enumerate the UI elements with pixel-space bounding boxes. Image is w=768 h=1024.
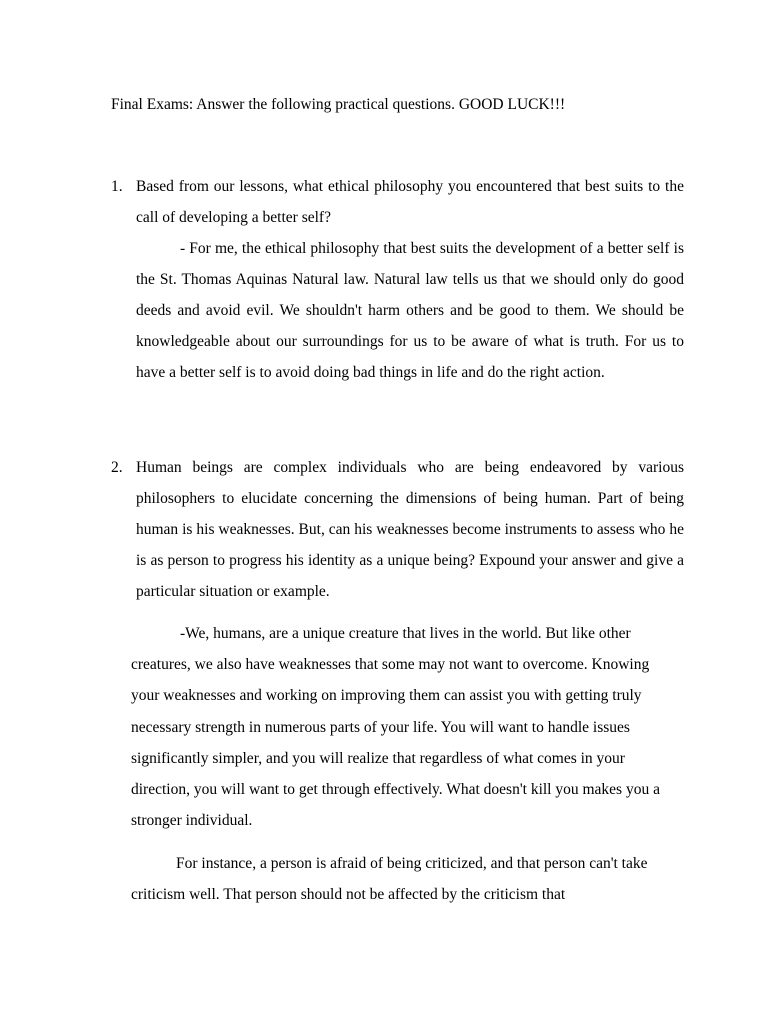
question-2-number: 2. <box>111 459 123 476</box>
question-1-answer: - For me, the ethical philosophy that best suits the development of a better self is the St. Thomas Aquinas Natural law. Natural law tells us that we should only do good deeds and avoid evil. We shouldn't harm others and be good to them. We should be knowledgeable about our surroundings for us to be aware of what is truth. For us to have a better self is to avoid doing bad things in life and do the right action. <box>136 240 684 381</box>
question-2-text: Human beings are complex individuals who are being endeavored by various philosophers to elucidate concerning the dimensions of being human. Part of being human is his weaknesses. But, can his weaknesses become instruments to assess who he is as person to progress his identity as a unique being? Expound your answer and give a particular situation or example. <box>136 459 684 600</box>
question-1-text: Based from our lessons, what ethical philosophy you encountered that best suits to the call of developing a better self? <box>136 178 684 226</box>
question-1-number: 1. <box>111 178 123 195</box>
question-2-answer-paragraph-2: For instance, a person is afraid of being criticized, and that person can't take criticism well. That person should not be affected by the criticism that <box>131 855 648 903</box>
question-2-answer-paragraph-1: -We, humans, are a unique creature that lives in the world. But like other creatures, we also have weaknesses that some may not want to overcome. Knowing your weaknesses and working on improving them can assist you with getting truly necessary strength in numerous parts of your life. You will want to handle issues significantly simpler, and you will realize that regardless of what comes in your direction, you will want to get through effectively. What doesn't kill you makes you a stronger individual. <box>131 625 660 830</box>
exam-title: Final Exams: Answer the following practical questions. GOOD LUCK!!! <box>111 96 566 113</box>
